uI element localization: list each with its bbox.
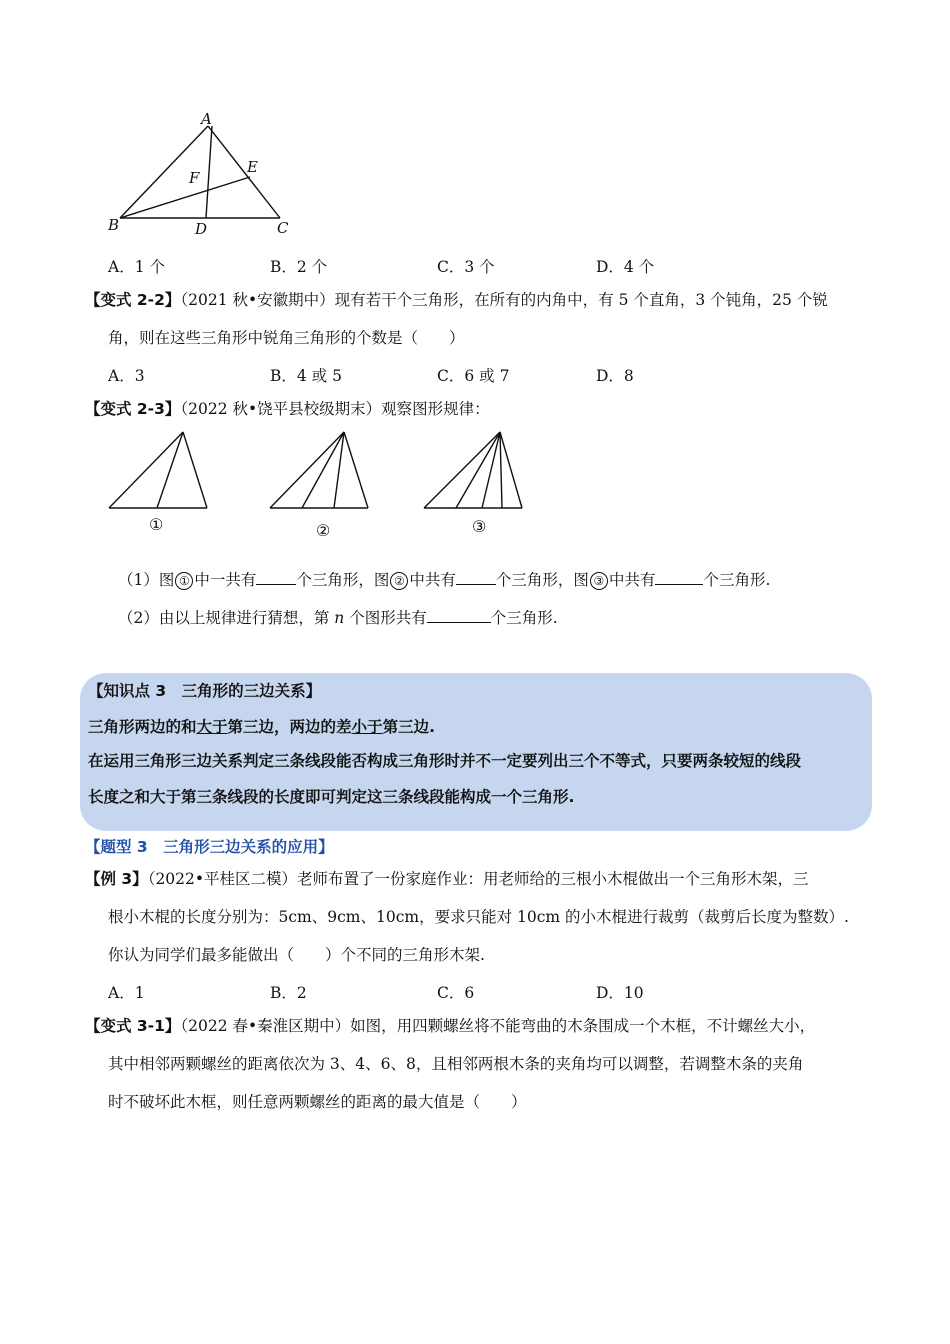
question-3-1-line2: 其中相邻两颗螺丝的距离依次为 3、4、6、8，且相邻两根木条的夹角均可以调整，若调整木条的夹角 <box>108 1055 804 1073</box>
variable-n: n <box>334 609 345 627</box>
knowledge-line2: 在运用三角形三边关系判定三条线段能否构成三角形时并不一定要列出三个不等式，只要两条较短的线段 <box>88 752 802 770</box>
underlined-term: 大于 <box>196 718 228 736</box>
text-part: （2）由以上规律进行猜想，第 <box>118 609 335 627</box>
knowledge-line3: 长度之和大于第三条线段的长度即可判定这三条线段能构成一个三角形. <box>88 788 575 806</box>
question-3-1-line1 <box>85 1016 815 1036</box>
label-a: A <box>201 110 212 128</box>
option-b: B．4 或 5 <box>270 367 342 385</box>
question-tag: 【变式 2-2】 <box>85 291 181 309</box>
option-c: C．3 个 <box>437 258 495 276</box>
text-part: 中共有 <box>409 571 456 589</box>
question-text: （2022•平桂区二模）老师布置了一份家庭作业：用老师给的三根小木棍做出一个三角形木架，三 <box>147 870 809 888</box>
answer-blank[interactable] <box>427 608 491 623</box>
circled-number: ① <box>175 572 193 590</box>
triangle-abc-figure <box>100 108 300 240</box>
question-tag: 【变式 3-1】 <box>85 1017 181 1035</box>
answer-blank[interactable] <box>456 570 496 585</box>
question-2-3-line1 <box>85 399 490 419</box>
question-text: （2022 春•秦淮区期中）如图，用四颗螺丝将不能弯曲的木条围成一个木框，不计螺丝大小， <box>180 1017 816 1035</box>
question-2-3-sub1 <box>118 570 770 590</box>
text-part: 三角形两边的和 <box>88 718 197 736</box>
label-d: D <box>195 220 208 238</box>
segment-ad <box>206 126 212 218</box>
option-d: D．10 <box>596 984 644 1002</box>
text-part: 第三边，两边的差 <box>227 718 352 736</box>
label-f: F <box>189 169 200 187</box>
example-3-line1 <box>85 869 809 889</box>
question-3-1-line3: 时不破坏此木框，则任意两颗螺丝的距离的最大值是（ ） <box>108 1093 527 1111</box>
label-b: B <box>108 216 120 234</box>
option-b: B．2 个 <box>270 258 328 276</box>
figure-label-2: ② <box>316 521 331 536</box>
side-ac <box>208 126 280 218</box>
text-part: 中共有 <box>608 571 656 589</box>
underlined-term: 小于 <box>351 718 383 736</box>
pattern-figure-3 <box>420 428 532 536</box>
option-a: A．1 个 <box>108 258 165 276</box>
answer-blank[interactable] <box>256 570 296 585</box>
answer-blank[interactable] <box>655 570 703 585</box>
text-part: 个三角形，图 <box>296 571 390 589</box>
text-part: （1）图 <box>118 571 175 589</box>
example-3-line3: 你认为同学们最多能做出（ ）个不同的三角形木架. <box>108 946 485 964</box>
example-3-line2: 根小木棍的长度分别为：5cm、9cm、10cm，要求只能对 10cm 的小木棍进行裁剪（裁剪后长度为整数）. <box>108 908 849 926</box>
question-tag: 【变式 2-3】 <box>85 400 181 418</box>
section-title-type3: 【题型 3 三角形三边关系的应用】 <box>85 838 334 856</box>
circled-number: ② <box>390 572 408 590</box>
option-a: A．1 <box>108 984 145 1002</box>
label-e: E <box>247 158 258 176</box>
option-c: C．6 或 7 <box>437 367 510 385</box>
text-part: 第三边. <box>382 718 435 736</box>
knowledge-line1 <box>88 715 435 737</box>
option-d: D．4 个 <box>596 258 655 276</box>
text-part: 个图形共有 <box>344 609 427 627</box>
question-2-3-sub2 <box>118 608 558 628</box>
label-c: C <box>277 219 289 237</box>
question-2-2-line1 <box>85 290 828 310</box>
option-b: B．2 <box>270 984 307 1002</box>
question-text: （2021 秋•安徽期中）现有若干个三角形，在所有的内角中，有 5 个直角，3 个钝角，25 个锐 <box>180 291 828 309</box>
option-a: A．3 <box>108 367 145 385</box>
text-part: 中一共有 <box>194 571 257 589</box>
question-tag: 【例 3】 <box>85 870 148 888</box>
text-part: 个三角形，图 <box>495 571 589 589</box>
knowledge-title: 【知识点 3 三角形的三边关系】 <box>88 682 322 700</box>
option-d: D．8 <box>596 367 634 385</box>
figure-label-3: ③ <box>472 517 487 536</box>
pattern-figure-2 <box>266 428 378 536</box>
question-text: （2022 秋•饶平县校级期末）观察图形规律： <box>180 400 490 418</box>
text-part: 个三角形. <box>703 571 771 589</box>
pattern-figure-1 <box>105 428 215 536</box>
figure-label-1: ① <box>149 515 164 534</box>
text-part: 个三角形. <box>490 609 558 627</box>
question-2-2-line2: 角，则在这些三角形中锐角三角形的个数是（ ） <box>108 329 465 347</box>
circled-number: ③ <box>590 572 608 590</box>
option-c: C．6 <box>437 984 475 1002</box>
